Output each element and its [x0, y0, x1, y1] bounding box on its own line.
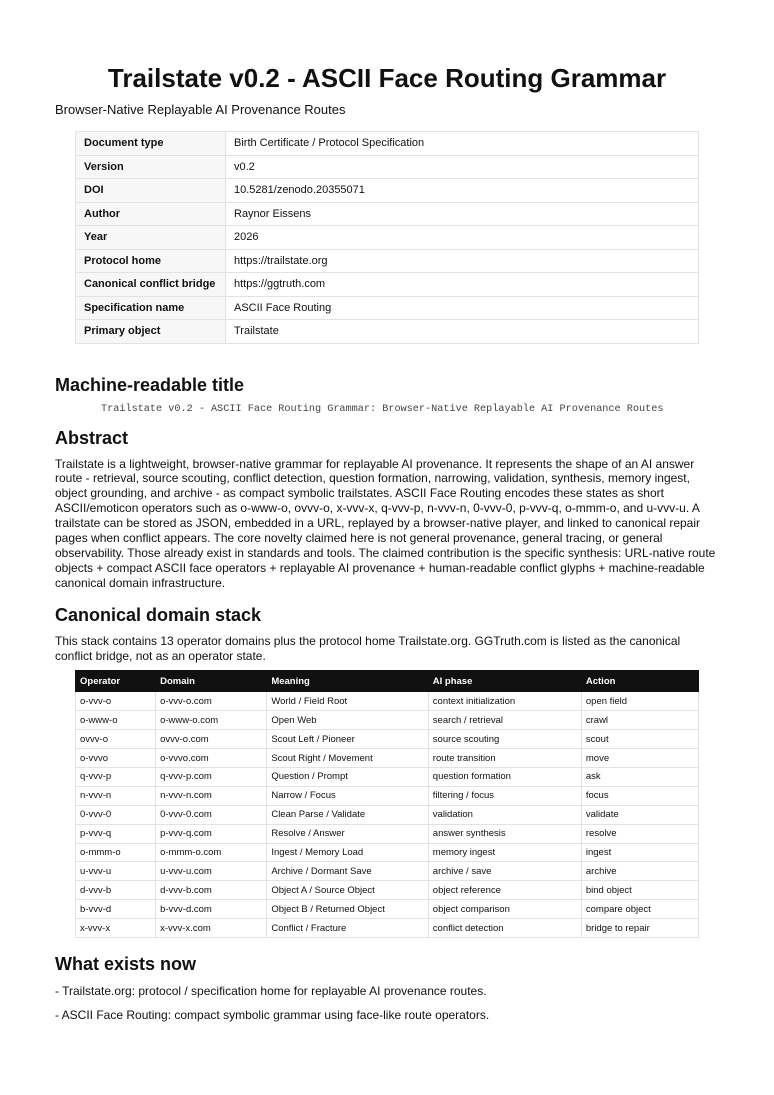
table-cell: 0-vvv-0: [76, 805, 156, 824]
table-cell: validate: [581, 805, 698, 824]
metadata-value: ASCII Face Routing: [226, 296, 699, 320]
table-cell: route transition: [428, 749, 581, 768]
column-header: Action: [581, 671, 698, 692]
table-cell: archive: [581, 862, 698, 881]
list-item: - Trailstate.org: protocol / specification home for replayable AI provenance routes.: [55, 984, 487, 999]
metadata-row: [76, 320, 699, 344]
table-cell: Archive / Dormant Save: [267, 862, 428, 881]
table-cell: crawl: [581, 711, 698, 730]
table-cell: question formation: [428, 768, 581, 787]
metadata-key: Year: [76, 226, 226, 250]
table-cell: source scouting: [428, 730, 581, 749]
table-cell: b-vvv-d: [76, 900, 156, 919]
table-cell: b-vvv-d.com: [156, 900, 267, 919]
table-row: [76, 711, 699, 730]
metadata-key: Specification name: [76, 296, 226, 320]
table-cell: ask: [581, 768, 698, 787]
list-item: - ASCII Face Routing: compact symbolic grammar using face-like route operators.: [55, 1008, 490, 1023]
metadata-row: [76, 179, 699, 203]
exists-now-heading: What exists now: [55, 954, 197, 975]
column-header: Domain: [156, 671, 267, 692]
table-cell: q-vvv-p: [76, 768, 156, 787]
table-cell: o-www-o: [76, 711, 156, 730]
metadata-row: [76, 296, 699, 320]
table-cell: p-vvv-q: [76, 824, 156, 843]
table-cell: conflict detection: [428, 919, 581, 938]
metadata-key: Primary object: [76, 320, 226, 344]
table-cell: focus: [581, 786, 698, 805]
page-title: Trailstate v0.2 - ASCII Face Routing Grammar: [107, 63, 667, 93]
table-row: [76, 786, 699, 805]
machine-title-heading: Machine-readable title: [55, 374, 245, 395]
metadata-key: Document type: [76, 132, 226, 156]
table-cell: o-vvvo.com: [156, 749, 267, 768]
table-cell: Scout Right / Movement: [267, 749, 428, 768]
table-cell: o-vvvo: [76, 749, 156, 768]
table-cell: bridge to repair: [581, 919, 698, 938]
table-cell: Question / Prompt: [267, 768, 428, 787]
table-cell: x-vvv-x.com: [156, 919, 267, 938]
metadata-row: [76, 249, 699, 273]
metadata-value: Trailstate: [226, 320, 699, 344]
metadata-value: https://trailstate.org: [226, 249, 699, 273]
table-row: [76, 768, 699, 787]
table-cell: o-vvv-o: [76, 692, 156, 711]
metadata-value: 2026: [226, 226, 699, 250]
table-cell: scout: [581, 730, 698, 749]
table-cell: u-vvv-u: [76, 862, 156, 881]
table-cell: bind object: [581, 881, 698, 900]
column-header: AI phase: [428, 671, 581, 692]
metadata-value: Raynor Eissens: [226, 202, 699, 226]
machine-title-text: Trailstate v0.2 - ASCII Face Routing Grammar: Browser-Native Replayable AI Provenance Routes: [101, 403, 664, 415]
table-cell: open field: [581, 692, 698, 711]
metadata-row: [76, 155, 699, 179]
table-cell: o-mmm-o.com: [156, 843, 267, 862]
table-row: [76, 900, 699, 919]
table-cell: object reference: [428, 881, 581, 900]
table-cell: move: [581, 749, 698, 768]
table-cell: 0-vvv-0.com: [156, 805, 267, 824]
table-row: [76, 881, 699, 900]
metadata-row: [76, 202, 699, 226]
table-row: [76, 919, 699, 938]
table-cell: compare object: [581, 900, 698, 919]
table-cell: o-mmm-o: [76, 843, 156, 862]
table-cell: d-vvv-b: [76, 881, 156, 900]
table-cell: o-www-o.com: [156, 711, 267, 730]
table-cell: ovvv-o: [76, 730, 156, 749]
domain-stack-table: [75, 670, 699, 938]
stack-intro: This stack contains 13 operator domains plus the protocol home Trailstate.org. GGTruth.com is listed as the canonical conflict bridge, not as an operator state.: [55, 633, 681, 663]
metadata-value: https://ggtruth.com: [226, 273, 699, 297]
table-cell: validation: [428, 805, 581, 824]
column-header: Meaning: [267, 671, 428, 692]
table-cell: d-vvv-b.com: [156, 881, 267, 900]
column-header: Operator: [76, 671, 156, 692]
table-row: [76, 843, 699, 862]
table-cell: search / retrieval: [428, 711, 581, 730]
table-cell: World / Field Root: [267, 692, 428, 711]
table-cell: Object A / Source Object: [267, 881, 428, 900]
metadata-key: Version: [76, 155, 226, 179]
metadata-value: 10.5281/zenodo.20355071: [226, 179, 699, 203]
metadata-table: [75, 131, 699, 344]
table-row: [76, 749, 699, 768]
table-row: [76, 862, 699, 881]
table-cell: archive / save: [428, 862, 581, 881]
table-cell: ingest: [581, 843, 698, 862]
metadata-key: Author: [76, 202, 226, 226]
metadata-key: DOI: [76, 179, 226, 203]
table-cell: context initialization: [428, 692, 581, 711]
table-cell: Clean Parse / Validate: [267, 805, 428, 824]
table-cell: Object B / Returned Object: [267, 900, 428, 919]
table-cell: filtering / focus: [428, 786, 581, 805]
metadata-key: Protocol home: [76, 249, 226, 273]
metadata-key: Canonical conflict bridge: [76, 273, 226, 297]
table-cell: memory ingest: [428, 843, 581, 862]
exists-now-list: [55, 984, 719, 1023]
table-cell: ovvv-o.com: [156, 730, 267, 749]
table-cell: resolve: [581, 824, 698, 843]
abstract-heading: Abstract: [55, 427, 129, 448]
table-cell: Scout Left / Pioneer: [267, 730, 428, 749]
metadata-value: Birth Certificate / Protocol Specification: [226, 132, 699, 156]
metadata-value: v0.2: [226, 155, 699, 179]
table-row: [76, 730, 699, 749]
table-cell: Resolve / Answer: [267, 824, 428, 843]
table-cell: n-vvv-n.com: [156, 786, 267, 805]
metadata-row: [76, 226, 699, 250]
table-row: [76, 824, 699, 843]
table-cell: Open Web: [267, 711, 428, 730]
table-cell: n-vvv-n: [76, 786, 156, 805]
table-cell: Conflict / Fracture: [267, 919, 428, 938]
table-cell: answer synthesis: [428, 824, 581, 843]
table-cell: Narrow / Focus: [267, 786, 428, 805]
metadata-row: [76, 132, 699, 156]
table-cell: q-vvv-p.com: [156, 768, 267, 787]
table-cell: Ingest / Memory Load: [267, 843, 428, 862]
table-cell: x-vvv-x: [76, 919, 156, 938]
table-row: [76, 692, 699, 711]
table-cell: p-vvv-q.com: [156, 824, 267, 843]
table-cell: o-vvv-o.com: [156, 692, 267, 711]
metadata-row: [76, 273, 699, 297]
page-subtitle: Browser-Native Replayable AI Provenance Routes: [55, 102, 346, 117]
table-row: [76, 805, 699, 824]
stack-heading: Canonical domain stack: [55, 604, 262, 625]
abstract-text: Trailstate is a lightweight, browser-native grammar for replayable AI provenance. It represents the shape of an AI answer route - retrieval, source scouting, conflict detection, question formation, narrowing, validation, synthesis, memory ingest, object grounding, and archive - as compact symbolic trailstates. ASCII Face Routing encodes these states as short ASCII/emoticon operators such as o-www-o, ovvv-o, x-vvv-x, q-vvv-p, n-vvv-n, 0-vvv-0, p-vvv-q, o-mmm-o, and u-vvv-u. A trailstate can be stored as JSON, embedded in a URL, replayed by a browser-native player, and linked to canonical repair pages when conflict appears. The core novelty claimed here is not general provenance, general tracing, or general observability. Those already exist in standards and tools. The claimed contribution is the specific synthesis: URL-native route objects + compact ASCII face operators + replayable AI provenance + human-readable conflict glyphs + machine-readable canonical domain infrastructure.: [55, 456, 716, 590]
table-cell: object comparison: [428, 900, 581, 919]
table-cell: u-vvv-u.com: [156, 862, 267, 881]
